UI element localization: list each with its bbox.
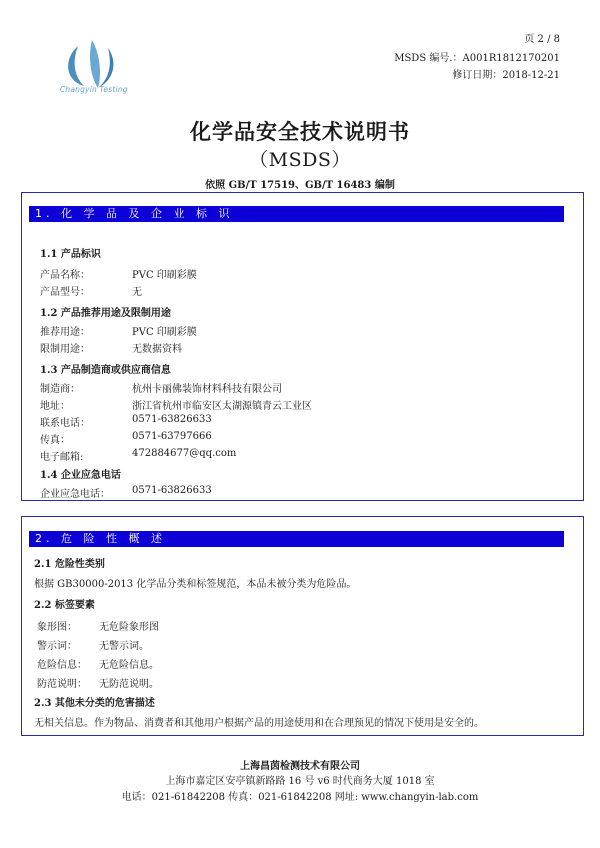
field-label: 传真： — [40, 435, 70, 446]
row-manufacturer — [40, 380, 440, 394]
document-title: 化学品安全技术说明书 — [190, 119, 410, 144]
subsection-2-2-title: 2.2 标签要素 — [34, 600, 95, 611]
field-value: 无危险象形图 — [99, 622, 159, 633]
revision-date: 修订日期：2018-12-21 — [452, 70, 560, 81]
subsection-2-3-title: 2.3 其他未分类的危害描述 — [34, 698, 155, 709]
row-address — [40, 397, 440, 411]
row-product-name — [40, 266, 440, 280]
field-label: 危险信息： — [37, 660, 87, 671]
field-label: 产品型号： — [40, 287, 90, 298]
row-phone — [40, 414, 440, 428]
field-label: 警示词： — [37, 641, 77, 652]
section-1-heading: 1. 化 学 品 及 企 业 标 识 — [29, 206, 564, 222]
field-label: 制造商： — [40, 384, 80, 395]
footer-contact: 电话：021-61842208 传真：021-61842208 网址: www.changyin-lab.com — [121, 792, 479, 803]
field-value: 0571-63826633 — [132, 414, 212, 425]
field-label: 企业应急电话： — [40, 489, 110, 500]
msds-number: MSDS 编号.：A001R1812170201 — [394, 53, 560, 64]
page-number: 页 2 / 8 — [524, 34, 560, 45]
field-label: 地址： — [40, 401, 70, 412]
footer-company: 上海昌茵检测技术有限公司 — [240, 761, 360, 772]
field-value: 无数据资料 — [132, 344, 182, 355]
field-value: 杭州卡丽佛装饰材料科技有限公司 — [132, 384, 282, 395]
row-fax — [40, 431, 440, 445]
field-value: PVC 印刷彩膜 — [132, 270, 197, 281]
logo-text: Changyin Testing — [60, 85, 128, 94]
field-label: 产品名称： — [40, 270, 90, 281]
field-label: 象形图： — [37, 622, 77, 633]
field-value: 无 — [132, 287, 142, 298]
field-label: 防范说明： — [37, 679, 87, 690]
footer-address: 上海市嘉定区安亭镇新路路 16 号 v6 时代商务大厦 1018 室 — [165, 776, 435, 787]
field-label: 推荐用途： — [40, 327, 90, 338]
row-signal-word — [37, 637, 337, 651]
row-restricted-use — [40, 340, 440, 354]
hazard-classification-text: 根据 GB30000-2013 化学品分类和标签规范，本品未被分类为危险品。 — [34, 579, 357, 590]
field-value: 无警示词。 — [99, 641, 149, 652]
field-value: 无防范说明。 — [99, 679, 159, 690]
other-hazards-text: 无相关信息。作为物品、消费者和其他用户根据产品的用途使用和在合理预见的情况下使用是安全的。 — [34, 718, 484, 729]
field-value: 浙江省杭州市临安区太湖源镇青云工业区 — [132, 401, 312, 412]
section-2-heading: 2. 危 险 性 概 述 — [29, 531, 564, 547]
field-label: 限制用途： — [40, 344, 90, 355]
field-value: 0571-63826633 — [132, 485, 212, 496]
subsection-1-1-title: 1.1 产品标识 — [40, 249, 101, 260]
row-emergency-phone — [40, 485, 440, 499]
field-label: 联系电话： — [40, 418, 90, 429]
field-label: 电子邮箱: — [40, 452, 84, 463]
subsection-1-3-title: 1.3 产品制造商或供应商信息 — [40, 365, 171, 376]
row-email — [40, 448, 440, 462]
row-precautionary-statement — [37, 675, 337, 689]
field-value: 472884677@qq.com — [132, 448, 237, 459]
standard-basis: 依照 GB/T 17519、GB/T 16483 编制 — [205, 180, 395, 191]
row-pictogram — [37, 618, 337, 632]
field-value: 无危险信息。 — [99, 660, 159, 671]
row-recommended-use — [40, 323, 440, 337]
document-subtitle: （MSDS） — [249, 149, 351, 171]
field-value: PVC 印刷彩膜 — [132, 327, 197, 338]
row-hazard-statement — [37, 656, 337, 670]
subsection-1-2-title: 1.2 产品推荐用途及限制用途 — [40, 308, 171, 319]
subsection-2-1-title: 2.1 危险性类别 — [34, 559, 105, 570]
field-value: 0571-63797666 — [132, 431, 212, 442]
row-product-model — [40, 283, 440, 297]
subsection-1-4-title: 1.4 企业应急电话 — [40, 470, 121, 481]
